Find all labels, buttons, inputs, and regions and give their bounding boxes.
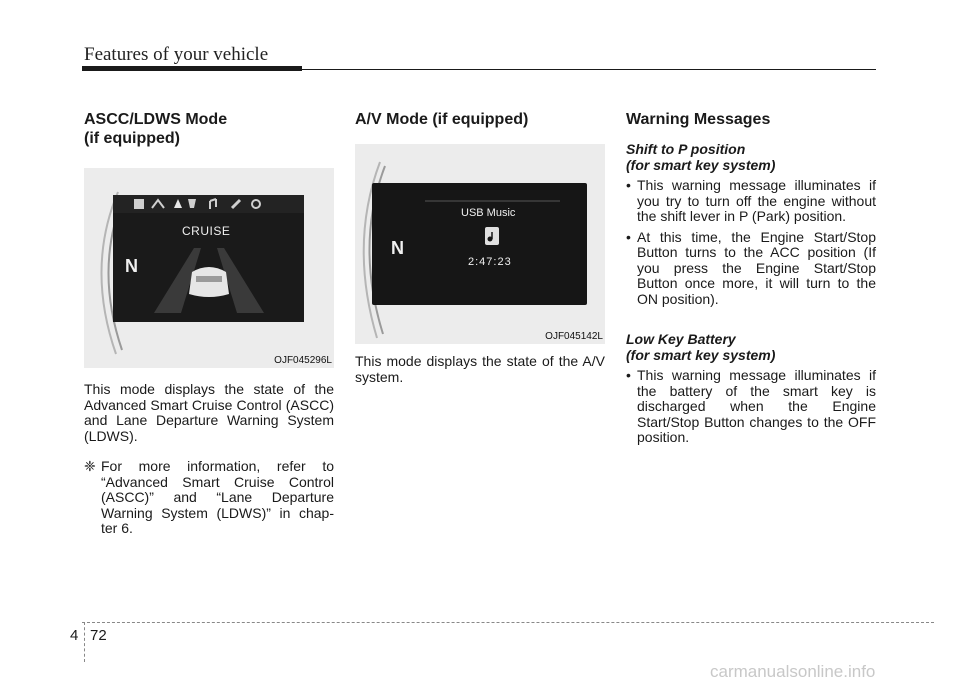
cluster-display-illustration (84, 168, 334, 368)
subheading-line: (for smart key system) (626, 347, 776, 363)
bullet: • (626, 177, 631, 193)
reference-note (84, 459, 334, 537)
footer-rule (82, 622, 934, 623)
gear-indicator: N (125, 256, 138, 276)
subheading-line: Low Key Battery (626, 331, 736, 347)
chapter-number: 4 (70, 627, 79, 644)
header-rule-thin (302, 69, 876, 70)
low-key-battery-subheading (626, 331, 876, 363)
subheading-line: (for smart key system) (626, 157, 776, 173)
list-item (626, 230, 876, 308)
watermark: carmanualsonline.info (710, 662, 876, 681)
bullet: • (626, 228, 631, 245)
bullet: • (626, 367, 631, 383)
list-item-text: This warning message illuminates if you try to turn off the engine without the shift lever in P (Park) position. (637, 177, 876, 224)
subheading-line: Shift to P position (626, 141, 746, 157)
av-description: This mode displays the state of the A/V system. (355, 353, 605, 385)
image-code: OJF045142L (545, 331, 603, 342)
ascc-description: This mode displays the state of the Advanced Smart Cruise Control (ASCC) and Lane Departure Warning System (LDWS). (84, 381, 334, 444)
ascc-figure (84, 168, 334, 368)
shift-to-p-subheading (626, 141, 876, 173)
image-code: OJF045296L (274, 355, 332, 366)
footer-divider (84, 622, 85, 662)
header-rule (82, 66, 302, 71)
warning-messages-heading: Warning Messages (626, 111, 771, 128)
av-mode-section (355, 110, 605, 385)
running-header: Features of your vehicle (84, 44, 269, 65)
shift-to-p-list (626, 178, 876, 307)
usb-music-title: USB Music (461, 207, 516, 219)
cruise-label: CRUISE (182, 224, 231, 238)
av-figure (355, 144, 605, 344)
heading-line: ASCC/LDWS Mode (84, 111, 228, 128)
list-item-text: This warning message illuminates if the battery of the smart key is discharged when the Engine Start/Stop Button changes to the OFF position. (637, 367, 876, 445)
ascc-ldws-section (84, 110, 334, 537)
note-text: For more information, refer to “Advanced Smart Cruise Control (ASCC)” and “Lane Departure Warning System (LDWS)” in chap- ter 6. (101, 458, 334, 536)
low-key-battery-list (626, 368, 876, 446)
track-time: 2:47:23 (468, 256, 512, 268)
list-item (626, 368, 876, 446)
warning-messages-section (626, 110, 876, 446)
gear-indicator: N (391, 238, 404, 258)
list-item-text: At this time, the Engine Start/Stop Button turns to the ACC position (If you press the Engine Start/Stop Button once more, it will turn to the ON position). (637, 228, 876, 307)
ascc-ldws-heading (84, 110, 334, 148)
list-item (626, 178, 876, 225)
heading-line: (if equipped) (84, 130, 180, 147)
note-symbol: ❈ (84, 458, 96, 474)
av-mode-heading: A/V Mode (if equipped) (355, 111, 529, 128)
page-number: 72 (90, 627, 107, 644)
